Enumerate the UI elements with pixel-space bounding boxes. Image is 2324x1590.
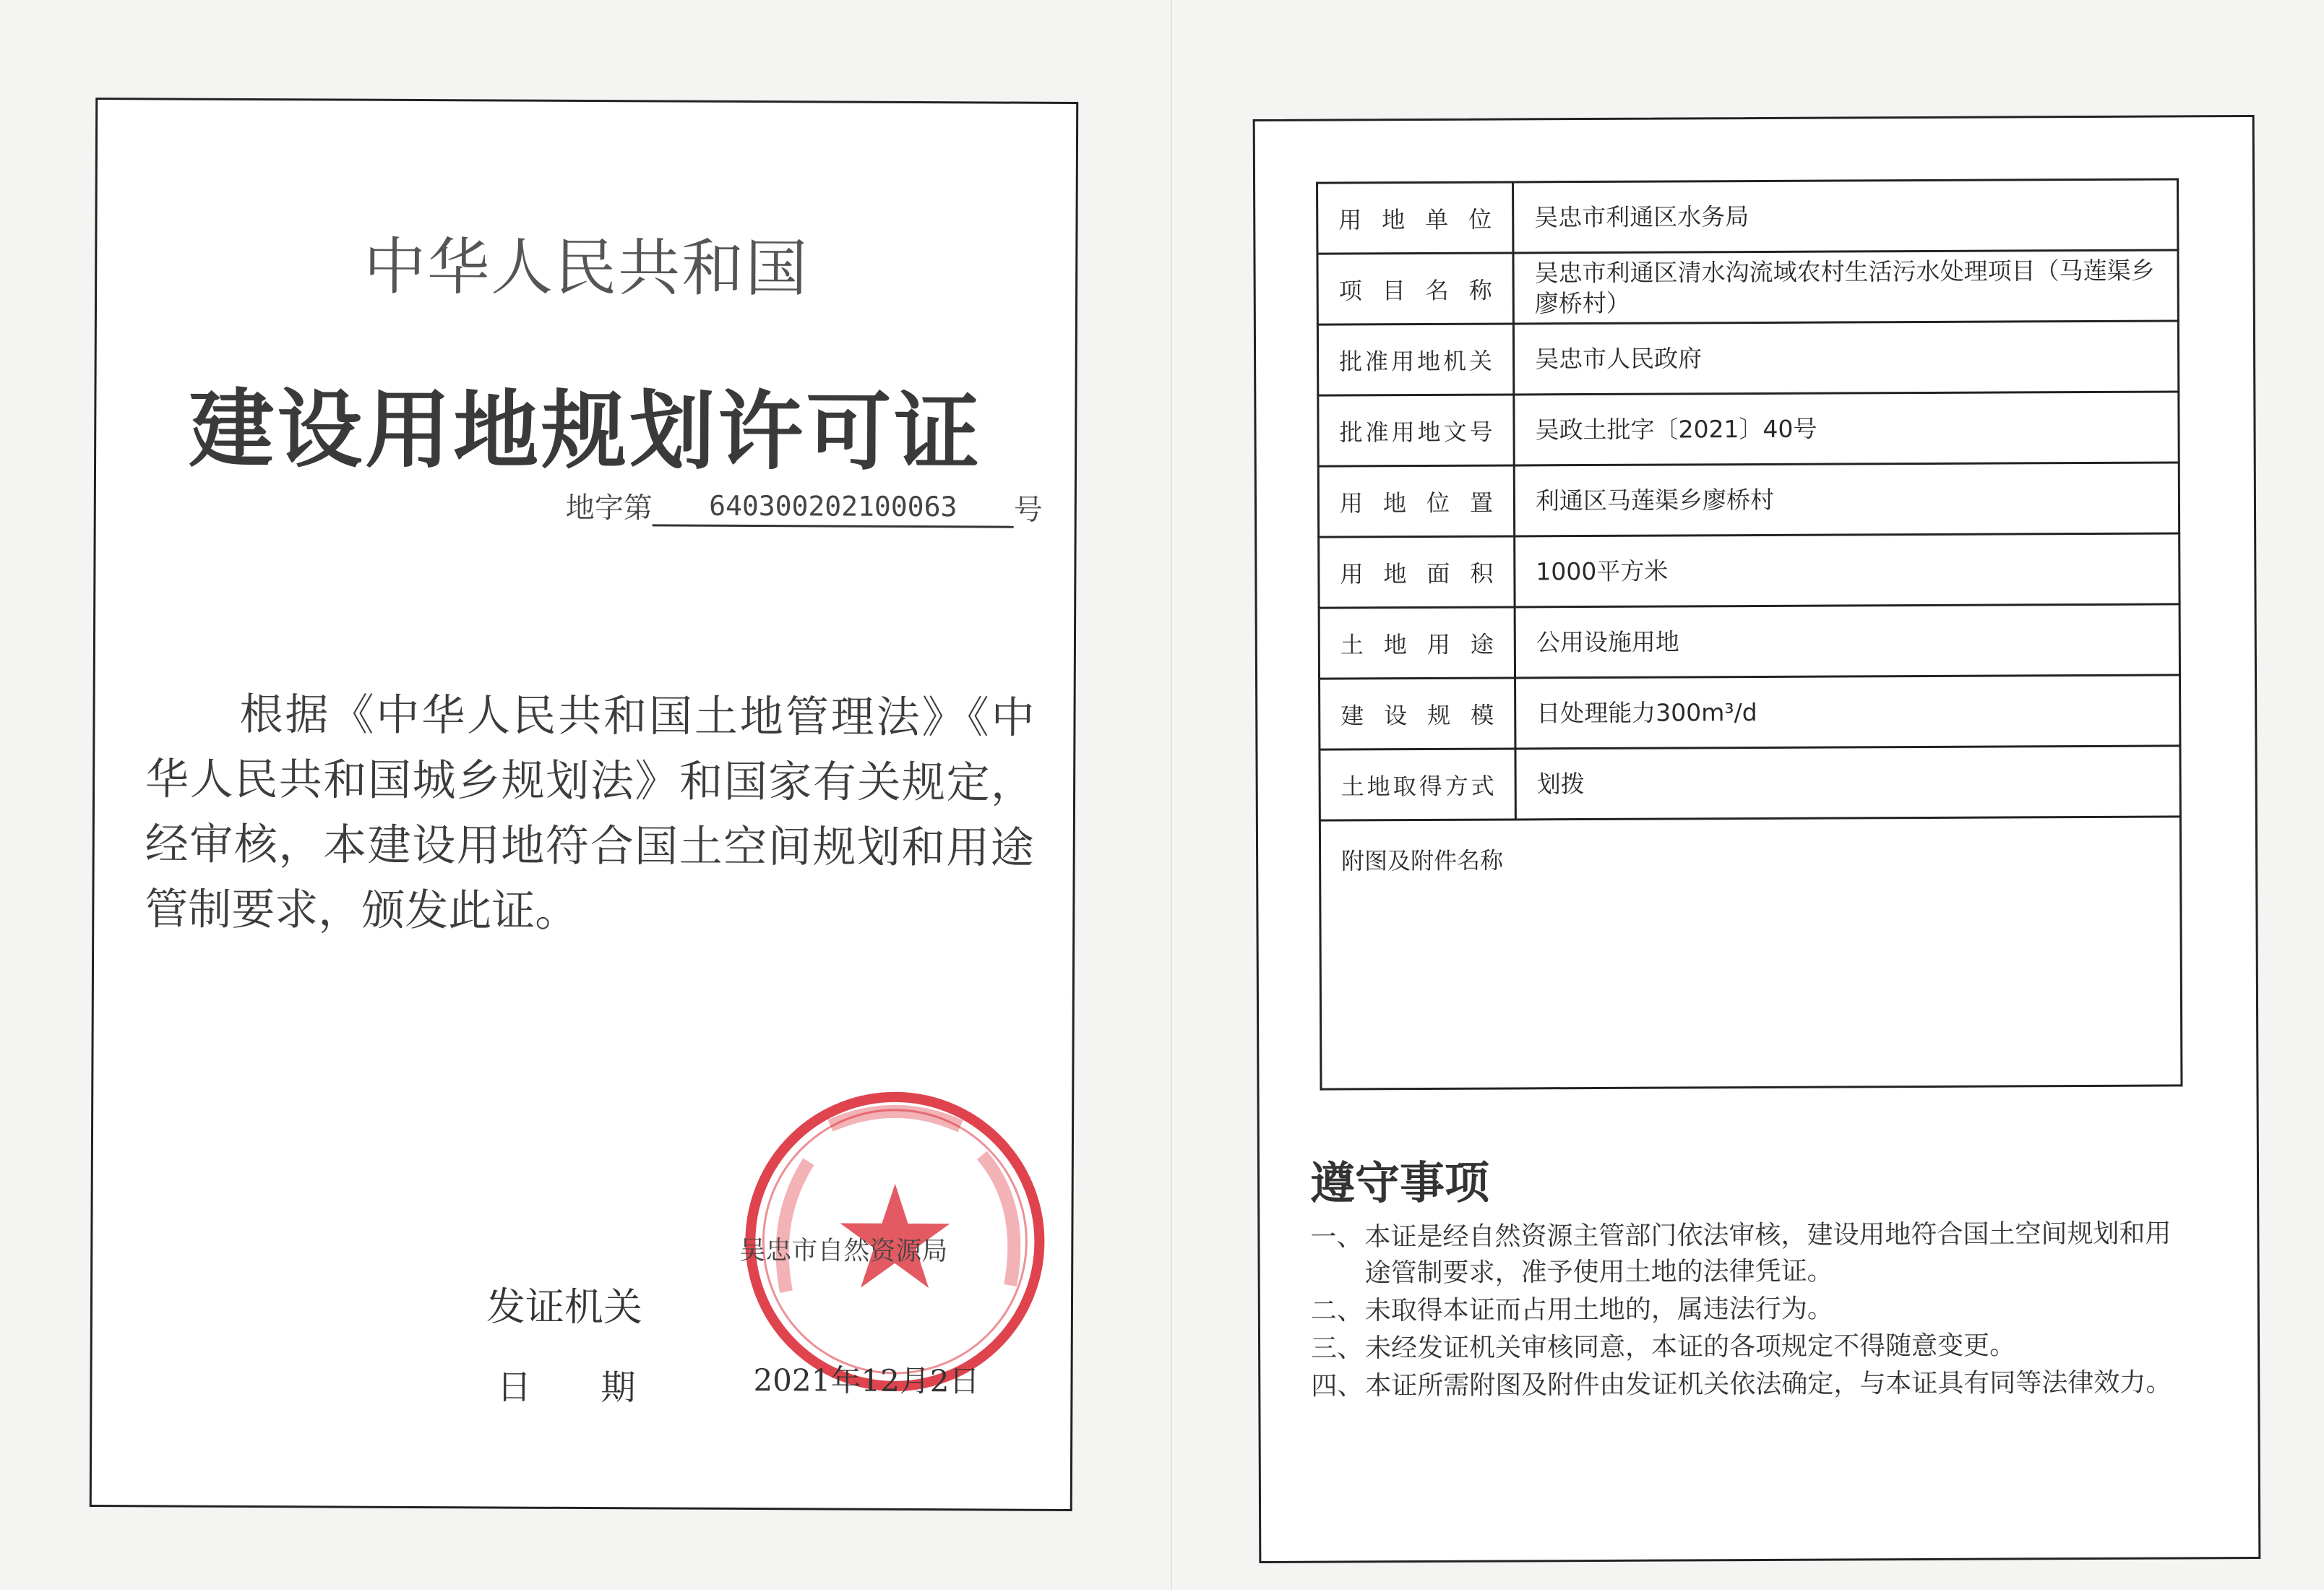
row-label: 土地取得方式 <box>1320 749 1515 820</box>
note-text: 未取得本证而占用土地的，属违法行为。 <box>1364 1294 1833 1326</box>
note-text: 本证是经自然资源主管部门依法审核，建设用地符合国土空间规划和用途管制要求，准予使用土地的法律凭证。 <box>1364 1219 2172 1289</box>
table-row <box>1320 675 2180 749</box>
row-label: 用地面积 <box>1319 536 1515 608</box>
certificate-number <box>566 485 1043 528</box>
table-row <box>1320 746 2180 820</box>
table-row <box>1318 392 2179 466</box>
date-label: 日 期 <box>496 1367 636 1409</box>
note-number: 二、 <box>1310 1296 1363 1326</box>
country-name: 中华人民共和国 <box>363 231 809 306</box>
row-label: 建设规模 <box>1320 678 1515 749</box>
note-number: 三、 <box>1310 1333 1364 1364</box>
note-text: 未经发证机关审核同意，本证的各项规定不得随意变更。 <box>1364 1331 2016 1364</box>
notes-title: 遵守事项 <box>1309 1156 1490 1210</box>
issue-date: 2021年12月2日 <box>753 1362 980 1399</box>
list-item <box>1311 1289 2192 1329</box>
issuer-label: 发证机关 <box>486 1284 643 1331</box>
row-value: 1000平方米 <box>1515 533 2179 607</box>
attachments-row <box>1320 817 2182 1089</box>
table-row <box>1317 179 2178 254</box>
table-row <box>1317 321 2178 395</box>
certificate-title: 建设用地规划许可证 <box>188 379 983 483</box>
table-row <box>1319 533 2179 608</box>
table-row <box>1319 604 2179 679</box>
notes-list <box>1310 1216 2192 1406</box>
list-item <box>1310 1216 2192 1292</box>
note-text: 本证所需附图及附件由发证机关依法确定，与本证具有同等法律效力。 <box>1365 1367 2172 1401</box>
page-fold <box>1171 0 1172 1590</box>
number-prefix: 地字第 <box>565 491 653 525</box>
list-item <box>1311 1365 2192 1404</box>
row-value: 利通区马莲渠乡廖桥村 <box>1514 463 2179 536</box>
row-label: 项目名称 <box>1317 253 1513 325</box>
row-value: 公用设施用地 <box>1515 604 2179 678</box>
table-row <box>1317 250 2178 325</box>
row-label: 土地用途 <box>1319 607 1515 679</box>
land-info-table <box>1316 178 2182 1090</box>
row-label: 批准用地文号 <box>1318 395 1514 466</box>
row-label: 用地单位 <box>1317 182 1513 254</box>
certificate-statement: 根据《中华人民共和国土地管理法》《中华人民共和国城乡规划法》和国家有关规定，经审核，本建设用地符合国土空间规划和用途管制要求，颁发此证。 <box>145 689 1035 937</box>
number-value: 640300202100063 <box>653 489 1014 528</box>
seal-overprint-text: 吴忠市自然资源局 <box>739 1235 948 1267</box>
table-row <box>1318 463 2179 537</box>
note-number: 一、 <box>1310 1222 1363 1252</box>
right-page <box>1253 115 2261 1563</box>
list-item <box>1311 1327 2192 1367</box>
number-suffix: 号 <box>1013 493 1043 527</box>
left-page <box>90 98 1078 1511</box>
attachments-label: 附图及附件名称 <box>1320 817 2182 1089</box>
row-label: 用地位置 <box>1318 465 1514 537</box>
row-value: 划拨 <box>1515 746 2180 820</box>
row-value: 吴政土批字〔2021〕40号 <box>1514 392 2179 465</box>
row-value: 吴忠市人民政府 <box>1513 321 2178 395</box>
row-value: 日处理能力300m³/d <box>1515 675 2180 749</box>
row-value: 吴忠市利通区清水沟流域农村生活污水处理项目（马莲渠乡廖桥村） <box>1513 250 2178 324</box>
row-label: 批准用地机关 <box>1317 324 1513 395</box>
row-value: 吴忠市利通区水务局 <box>1513 179 2178 253</box>
note-number: 四、 <box>1311 1371 1364 1401</box>
